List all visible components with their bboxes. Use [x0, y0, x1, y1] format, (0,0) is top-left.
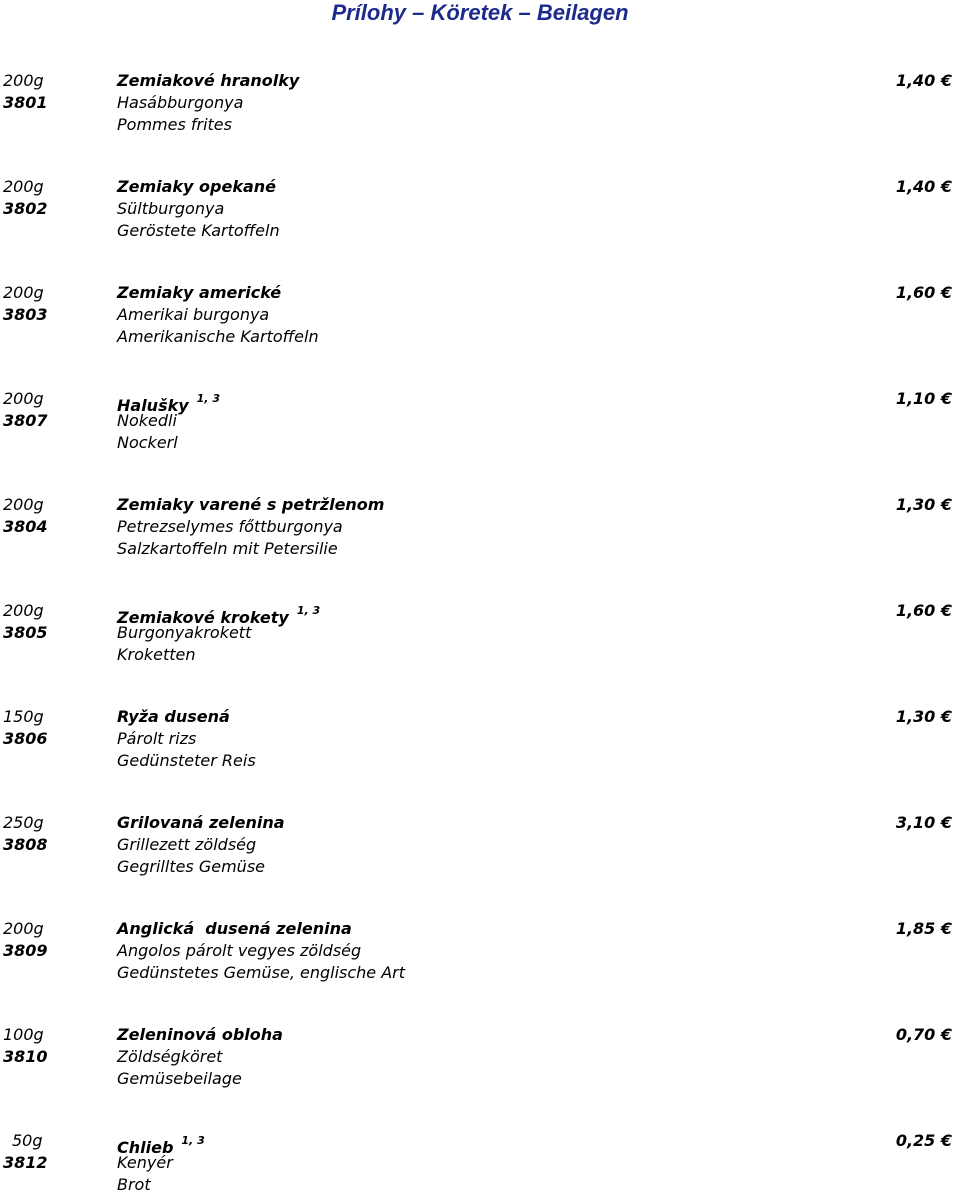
item-code: 3809 — [3, 941, 48, 960]
item-name-slovak — [117, 70, 299, 92]
item-name-german: Nockerl — [117, 433, 178, 452]
item-name-german: Pommes frites — [117, 115, 232, 134]
menu-item-line-2 — [0, 198, 960, 220]
item-name-hungarian: Grillezett zöldség — [117, 835, 257, 854]
item-code: 3808 — [3, 835, 48, 854]
item-code: 3805 — [3, 623, 48, 642]
item-name-slovak-text: Zeleninová obloha — [117, 1025, 283, 1044]
item-price: 0,70 € — [895, 1025, 952, 1044]
menu-item — [0, 600, 960, 670]
item-allergens: 1, 3 — [181, 1134, 205, 1147]
item-price: 1,10 € — [895, 389, 952, 408]
item-name-hungarian: Angolos párolt vegyes zöldség — [117, 941, 362, 960]
item-name-slovak — [117, 706, 230, 728]
item-name-german: Gemüsebeilage — [117, 1069, 242, 1088]
item-code: 3802 — [3, 199, 48, 218]
menu-item-line-1 — [0, 600, 960, 627]
item-name-slovak-text: Grilovaná zelenina — [117, 813, 285, 832]
item-name-slovak — [117, 918, 352, 940]
menu-item-line-3 — [0, 432, 960, 454]
menu-item-line-1 — [0, 70, 960, 92]
item-name-hungarian: Zöldségköret — [117, 1047, 223, 1066]
item-name-slovak-text: Zemiaky opekané — [117, 177, 277, 196]
menu-item-line-2 — [0, 410, 960, 432]
menu-item — [0, 176, 960, 246]
item-weight: 200g — [3, 177, 44, 196]
menu-item-line-2 — [0, 622, 960, 644]
menu-item — [0, 812, 960, 882]
item-code: 3801 — [3, 93, 48, 112]
item-name-slovak — [117, 1024, 283, 1046]
item-name-german: Amerikanische Kartoffeln — [117, 327, 319, 346]
item-code: 3806 — [3, 729, 48, 748]
item-name-slovak — [117, 176, 276, 198]
menu-item-line-3 — [0, 1068, 960, 1090]
menu-item — [0, 494, 960, 564]
item-name-slovak-text: Zemiakové hranolky — [117, 71, 300, 90]
menu-item-line-3 — [0, 856, 960, 878]
menu-item-line-2 — [0, 1046, 960, 1068]
item-code: 3804 — [3, 517, 48, 536]
item-name-german: Gegrilltes Gemüse — [117, 857, 265, 876]
menu-item-line-3 — [0, 326, 960, 348]
item-code: 3812 — [3, 1153, 48, 1172]
menu-item-line-2 — [0, 1152, 960, 1174]
menu-item-line-3 — [0, 644, 960, 666]
item-name-hungarian: Petrezselymes főttburgonya — [117, 517, 343, 536]
item-name-german: Gedünsteter Reis — [117, 751, 256, 770]
item-name-hungarian: Párolt rizs — [117, 729, 197, 748]
menu-item-line-3 — [0, 1174, 960, 1196]
item-name-slovak — [117, 812, 285, 834]
menu-item — [0, 1130, 960, 1200]
menu-item-line-3 — [0, 962, 960, 984]
item-price: 1,40 € — [895, 177, 952, 196]
item-name-german: Geröstete Kartoffeln — [117, 221, 280, 240]
item-weight: 200g — [3, 389, 44, 408]
item-code: 3807 — [3, 411, 48, 430]
item-name-hungarian: Nokedli — [117, 411, 177, 430]
item-price: 1,30 € — [895, 707, 952, 726]
item-price: 1,40 € — [895, 71, 952, 90]
menu-item-line-2 — [0, 304, 960, 326]
menu-item-line-1 — [0, 812, 960, 834]
item-name-german: Salzkartoffeln mit Petersilie — [117, 539, 338, 558]
menu-item-line-1 — [0, 1130, 960, 1157]
item-weight: 200g — [3, 71, 44, 90]
item-allergens: 1, 3 — [196, 392, 220, 405]
item-price: 3,10 € — [895, 813, 952, 832]
menu-item-line-3 — [0, 750, 960, 772]
item-name-slovak-text: Anglická dusená zelenina — [117, 919, 352, 938]
item-weight: 100g — [3, 1025, 44, 1044]
menu-item-line-3 — [0, 538, 960, 560]
menu-item — [0, 1024, 960, 1094]
item-weight: 150g — [3, 707, 44, 726]
menu-item-line-2 — [0, 940, 960, 962]
item-code: 3810 — [3, 1047, 48, 1066]
item-price: 1,85 € — [895, 919, 952, 938]
item-name-slovak-text: Halušky — [117, 396, 189, 415]
item-name-german: Gedünstetes Gemüse, englische Art — [117, 963, 406, 982]
menu-item — [0, 706, 960, 776]
menu-item — [0, 918, 960, 988]
item-price: 1,60 € — [895, 283, 952, 302]
item-weight: 200g — [3, 283, 44, 302]
menu-item-line-1 — [0, 176, 960, 198]
item-name-hungarian: Amerikai burgonya — [117, 305, 270, 324]
menu-item — [0, 70, 960, 140]
page-title: Prílohy – Köretek – Beilagen — [331, 0, 629, 25]
item-price: 1,60 € — [895, 601, 952, 620]
menu-item-line-1 — [0, 388, 960, 415]
menu-item-line-1 — [0, 1024, 960, 1046]
item-name-hungarian: Burgonyakrokett — [117, 623, 252, 642]
item-name-slovak-text: Zemiakové krokety — [117, 608, 289, 627]
item-price: 1,30 € — [895, 495, 952, 514]
item-name-slovak — [117, 494, 384, 516]
item-name-slovak-text: Ryža dusená — [117, 707, 230, 726]
item-price: 0,25 € — [895, 1131, 952, 1150]
item-name-hungarian: Sültburgonya — [117, 199, 225, 218]
menu-item-line-1 — [0, 282, 960, 304]
menu-item — [0, 388, 960, 458]
item-name-german: Brot — [117, 1175, 151, 1194]
menu-item-line-2 — [0, 92, 960, 114]
menu-item — [0, 282, 960, 352]
item-name-german: Kroketten — [117, 645, 196, 664]
menu-item-line-2 — [0, 834, 960, 856]
menu-item-line-2 — [0, 728, 960, 750]
item-name-hungarian: Kenyér — [117, 1153, 173, 1172]
item-weight: 200g — [3, 601, 44, 620]
menu-item-line-2 — [0, 516, 960, 538]
item-allergens: 1, 3 — [296, 604, 321, 617]
item-weight: 50g — [12, 1131, 43, 1150]
item-name-slovak-text: Chlieb — [117, 1138, 174, 1157]
item-weight: 200g — [3, 919, 44, 938]
item-code: 3803 — [3, 305, 48, 324]
item-weight: 250g — [3, 813, 44, 832]
item-weight: 200g — [3, 495, 44, 514]
menu-item-line-1 — [0, 918, 960, 940]
item-name-slovak-text: Zemiaky americké — [117, 283, 282, 302]
item-name-slovak-text: Zemiaky varené s petržlenom — [117, 495, 385, 514]
menu-item-line-1 — [0, 494, 960, 516]
item-name-slovak — [117, 282, 281, 304]
menu-item-line-3 — [0, 220, 960, 242]
menu-item-line-3 — [0, 114, 960, 136]
menu-item-line-1 — [0, 706, 960, 728]
item-name-hungarian: Hasábburgonya — [117, 93, 244, 112]
